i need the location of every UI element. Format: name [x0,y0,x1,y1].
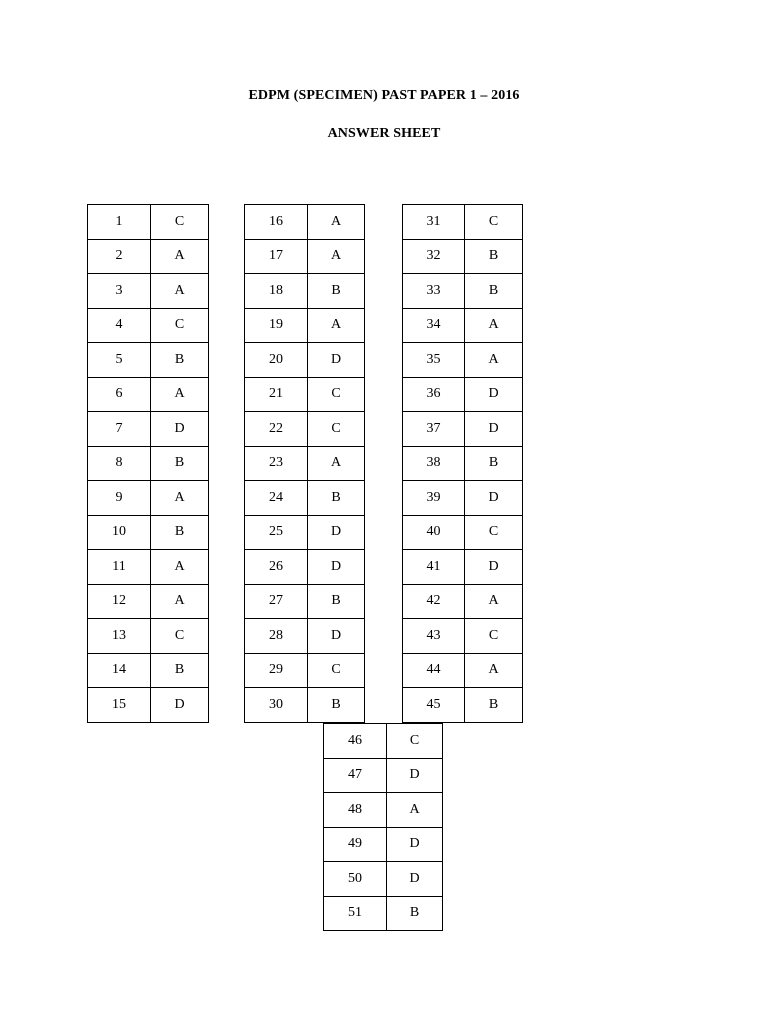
answer-letter-cell: A [308,446,365,481]
answer-row [245,653,365,688]
question-number-cell: 21 [245,377,308,412]
answer-row [403,274,523,309]
answer-row [403,688,523,723]
answer-row [403,377,523,412]
question-number-cell: 17 [245,239,308,274]
answer-letter-cell: D [387,862,443,897]
answer-letter-cell: C [465,205,523,240]
question-number-cell: 13 [88,619,151,654]
answer-row [324,827,443,862]
answer-letter-cell: A [151,239,209,274]
question-number-cell: 49 [324,827,387,862]
answer-row [88,515,209,550]
question-number-cell: 14 [88,653,151,688]
answer-letter-cell: D [465,481,523,516]
question-number-cell: 42 [403,584,465,619]
answer-row [88,239,209,274]
question-number-cell: 28 [245,619,308,654]
question-number-cell: 51 [324,896,387,931]
answer-letter-cell: B [308,584,365,619]
answer-letter-cell: B [465,274,523,309]
question-number-cell: 22 [245,412,308,447]
answer-letter-cell: A [151,377,209,412]
question-number-cell: 1 [88,205,151,240]
answer-row [88,619,209,654]
answer-table-3 [402,204,523,723]
answer-row [403,205,523,240]
answer-letter-cell: A [308,308,365,343]
question-number-cell: 30 [245,688,308,723]
answer-row [324,896,443,931]
answer-row [245,619,365,654]
answer-row [245,412,365,447]
answer-row [245,481,365,516]
document-subtitle: ANSWER SHEET [327,126,441,141]
answer-letter-cell: A [308,205,365,240]
question-number-cell: 10 [88,515,151,550]
question-number-cell: 2 [88,239,151,274]
answer-row [245,343,365,378]
answer-letter-cell: C [308,412,365,447]
answer-row [88,377,209,412]
answer-letter-cell: A [387,793,443,828]
question-number-cell: 6 [88,377,151,412]
question-number-cell: 12 [88,584,151,619]
question-number-cell: 32 [403,239,465,274]
answer-letter-cell: C [465,619,523,654]
answer-letter-cell: C [308,653,365,688]
question-number-cell: 18 [245,274,308,309]
answer-letter-cell: C [151,308,209,343]
answer-letter-cell: D [308,619,365,654]
answer-letter-cell: B [387,896,443,931]
answer-letter-cell: D [308,515,365,550]
question-number-cell: 3 [88,274,151,309]
answer-row [403,619,523,654]
answer-letter-cell: D [465,412,523,447]
answer-row [88,550,209,585]
answer-letter-cell: B [308,274,365,309]
answer-row [88,584,209,619]
answer-row [88,653,209,688]
answer-row [403,412,523,447]
question-number-cell: 47 [324,758,387,793]
answer-row [88,343,209,378]
answer-letter-cell: B [465,446,523,481]
answer-row [245,205,365,240]
question-number-cell: 43 [403,619,465,654]
answer-row [245,515,365,550]
answer-row [403,550,523,585]
answer-row [88,688,209,723]
question-number-cell: 25 [245,515,308,550]
answer-letter-cell: B [151,653,209,688]
question-number-cell: 16 [245,205,308,240]
answer-row [245,308,365,343]
question-number-cell: 19 [245,308,308,343]
question-number-cell: 38 [403,446,465,481]
answer-letter-cell: A [151,274,209,309]
answer-row [245,377,365,412]
question-number-cell: 29 [245,653,308,688]
answer-letter-cell: D [151,688,209,723]
answer-letter-cell: A [465,343,523,378]
answer-row [88,412,209,447]
answer-letter-cell: B [151,446,209,481]
answer-letter-cell: B [465,688,523,723]
question-number-cell: 46 [324,724,387,759]
answer-letter-cell: C [151,619,209,654]
answer-row [324,862,443,897]
answer-row [324,793,443,828]
answer-row [88,481,209,516]
answer-letter-cell: B [151,515,209,550]
question-number-cell: 31 [403,205,465,240]
answer-table-4 [323,723,443,931]
answer-row [324,758,443,793]
answer-letter-cell: D [465,550,523,585]
answer-row [403,343,523,378]
answer-row [403,446,523,481]
question-number-cell: 26 [245,550,308,585]
question-number-cell: 45 [403,688,465,723]
answer-row [403,239,523,274]
answer-row [88,446,209,481]
answer-row [88,308,209,343]
answer-letter-cell: B [308,481,365,516]
answer-letter-cell: A [465,308,523,343]
answer-row [403,481,523,516]
answer-letter-cell: C [465,515,523,550]
answer-letter-cell: B [151,343,209,378]
question-number-cell: 33 [403,274,465,309]
answer-row [324,724,443,759]
question-number-cell: 11 [88,550,151,585]
answer-row [245,584,365,619]
answer-letter-cell: C [387,724,443,759]
question-number-cell: 24 [245,481,308,516]
answer-letter-cell: B [308,688,365,723]
question-number-cell: 40 [403,515,465,550]
answer-row [403,515,523,550]
question-number-cell: 20 [245,343,308,378]
answer-letter-cell: C [151,205,209,240]
question-number-cell: 48 [324,793,387,828]
answer-row [403,308,523,343]
answer-row [245,550,365,585]
answer-row [245,446,365,481]
answer-row [403,584,523,619]
answer-letter-cell: D [387,758,443,793]
answer-table-2 [244,204,365,723]
answer-letter-cell: A [465,653,523,688]
question-number-cell: 4 [88,308,151,343]
question-number-cell: 50 [324,862,387,897]
question-number-cell: 15 [88,688,151,723]
answer-row [245,239,365,274]
answer-letter-cell: D [387,827,443,862]
answer-letter-cell: A [151,481,209,516]
answer-letter-cell: A [465,584,523,619]
answer-letter-cell: D [465,377,523,412]
answer-row [88,274,209,309]
answer-letter-cell: A [308,239,365,274]
answer-row [245,274,365,309]
question-number-cell: 5 [88,343,151,378]
question-number-cell: 44 [403,653,465,688]
question-number-cell: 9 [88,481,151,516]
question-number-cell: 23 [245,446,308,481]
question-number-cell: 35 [403,343,465,378]
document-title: EDPM (SPECIMEN) PAST PAPER 1 – 2016 [248,88,520,103]
answer-letter-cell: D [308,550,365,585]
answer-row [245,688,365,723]
answer-table-1 [87,204,209,723]
question-number-cell: 7 [88,412,151,447]
answer-letter-cell: B [465,239,523,274]
answer-row [88,205,209,240]
answer-letter-cell: A [151,584,209,619]
question-number-cell: 39 [403,481,465,516]
question-number-cell: 8 [88,446,151,481]
answer-letter-cell: A [151,550,209,585]
answer-row [403,653,523,688]
answer-letter-cell: D [308,343,365,378]
question-number-cell: 27 [245,584,308,619]
answer-letter-cell: C [308,377,365,412]
question-number-cell: 37 [403,412,465,447]
question-number-cell: 36 [403,377,465,412]
answer-letter-cell: D [151,412,209,447]
question-number-cell: 41 [403,550,465,585]
question-number-cell: 34 [403,308,465,343]
